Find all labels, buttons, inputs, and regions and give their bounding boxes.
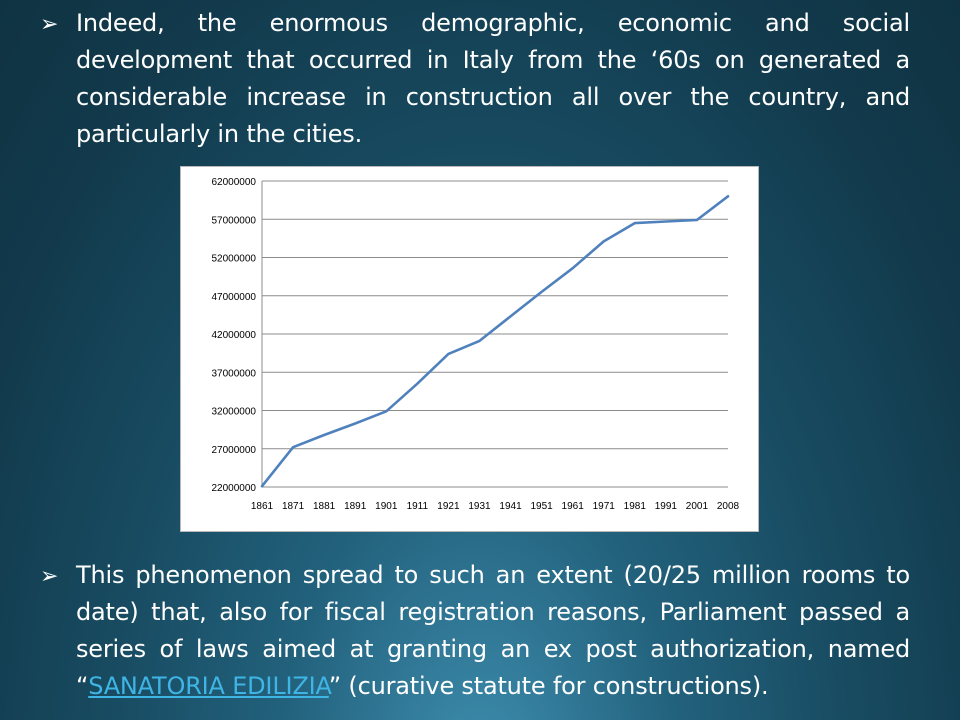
x-tick-label: 1921 xyxy=(437,501,460,512)
y-tick-label: 27000000 xyxy=(211,444,256,456)
chart-svg xyxy=(181,167,758,531)
y-tick-label: 52000000 xyxy=(211,253,256,265)
y-tick-label: 62000000 xyxy=(211,177,256,188)
y-tick-label: 47000000 xyxy=(211,291,256,303)
bullet-2 xyxy=(40,557,910,705)
x-tick-label: 1881 xyxy=(313,501,336,512)
bullet-2-text xyxy=(76,557,910,705)
x-tick-label: 1971 xyxy=(592,501,615,512)
bullet-2-text-after: ” (curative statute for constructions). xyxy=(328,672,769,700)
bullet-1-text: Indeed, the enormous demographic, economic and social development that occurred in Italy from the ‘60s on generated a considerable increase in construction all over the country, and particularly in the cities. xyxy=(76,9,910,148)
x-tick-label: 1891 xyxy=(344,501,367,512)
x-tick-label: 1901 xyxy=(375,501,398,512)
x-tick-label: 1861 xyxy=(250,501,274,512)
x-tick-label: 1911 xyxy=(406,501,429,512)
y-tick-label: 42000000 xyxy=(211,330,256,341)
population-chart xyxy=(180,166,759,532)
y-tick-label: 37000000 xyxy=(211,368,256,380)
y-tick-label: 32000000 xyxy=(211,406,256,418)
x-tick-label: 1991 xyxy=(654,501,677,512)
y-tick-label: 22000000 xyxy=(211,483,256,494)
bullet-2-text-before: This phenomenon spread to such an extent (20/25 million rooms to date) that, also for fiscal registration reasons, Parliament passed a series of laws aimed at granting an ex post authorization, named “ xyxy=(76,561,910,700)
arrow-bullet-icon: ➢ xyxy=(40,11,59,36)
x-tick-label: 1941 xyxy=(499,501,522,512)
x-tick-label: 1951 xyxy=(530,501,553,512)
x-tick-label: 1931 xyxy=(468,501,491,512)
sanatoria-edilizia-link[interactable]: SANATORIA EDILIZIA xyxy=(88,672,329,700)
x-tick-label: 1871 xyxy=(281,501,305,512)
bullet-1 xyxy=(40,5,910,153)
x-tick-label: 2008 xyxy=(716,501,740,512)
series-line-0 xyxy=(262,196,728,486)
y-tick-label: 57000000 xyxy=(211,215,256,227)
arrow-bullet-icon: ➢ xyxy=(40,563,59,588)
x-tick-label: 1961 xyxy=(561,501,584,512)
x-tick-label: 2001 xyxy=(685,501,709,512)
x-tick-label: 1981 xyxy=(623,501,646,512)
